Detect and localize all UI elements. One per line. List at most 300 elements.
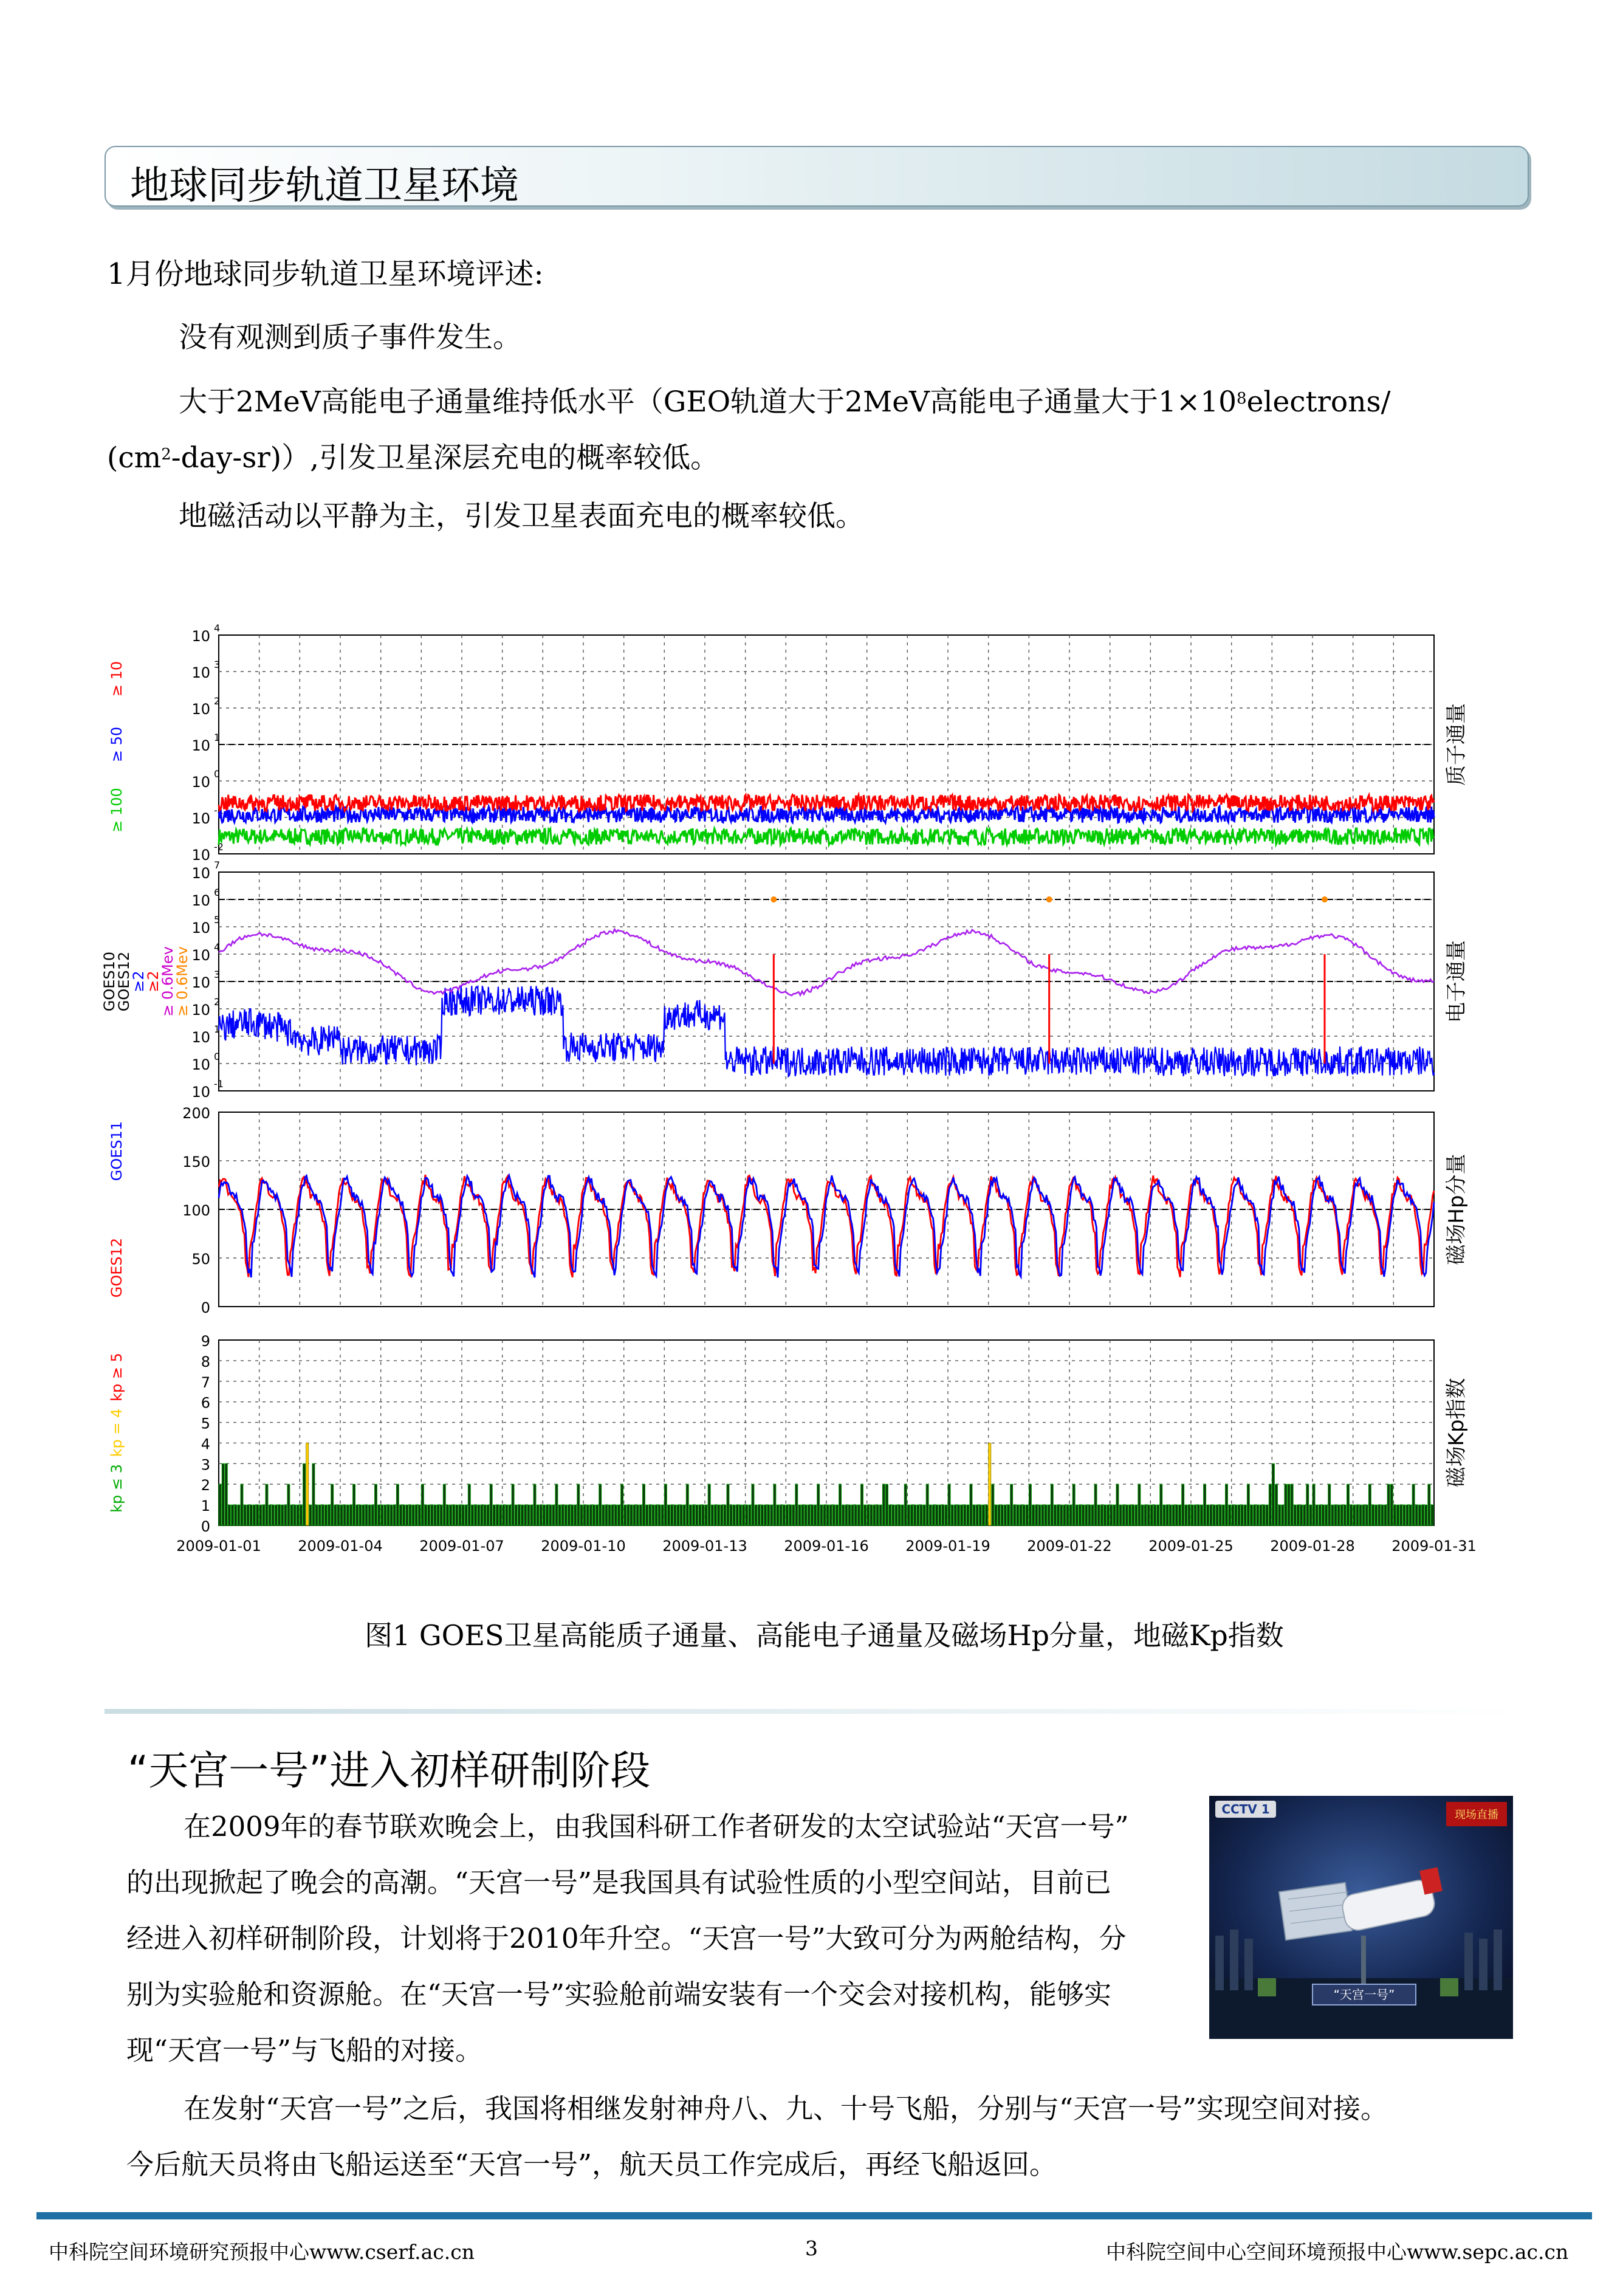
kp-bar	[1200, 1505, 1203, 1525]
panel-2-legend-label: ≥ 0.6Mev	[159, 946, 176, 1017]
kp-bar	[266, 1484, 268, 1525]
kp-bar	[954, 1505, 956, 1525]
kp-bar	[481, 1505, 483, 1525]
kp-bar	[1275, 1484, 1277, 1525]
kp-bar	[287, 1484, 290, 1525]
kp-bar	[992, 1484, 994, 1525]
kp-xtick-label: 2009-01-16	[784, 1538, 869, 1555]
kp-bar	[1337, 1505, 1340, 1525]
kp-bar	[842, 1505, 845, 1525]
kp-bar	[1122, 1505, 1125, 1525]
news-line-5: 现“天宫一号”与飞船的对接。	[126, 2034, 483, 2066]
kp-bar	[1210, 1505, 1212, 1525]
kp-bar	[889, 1505, 891, 1525]
kp-xtick-label: 2009-01-28	[1270, 1538, 1355, 1555]
kp-bar	[686, 1484, 688, 1525]
kp-bar	[1409, 1505, 1412, 1525]
kp-bar	[424, 1505, 427, 1525]
panel-1-right-label: 质子通量	[1444, 703, 1469, 786]
kp-bar	[939, 1505, 941, 1525]
kp-bar	[393, 1505, 396, 1525]
panel-4-ytick: 1	[201, 1497, 210, 1515]
section-divider	[105, 1709, 1526, 1714]
kp-bar	[515, 1505, 517, 1525]
kp-bar	[1257, 1505, 1259, 1525]
kp-bar	[1425, 1505, 1427, 1525]
kp-bar	[1157, 1505, 1159, 1525]
kp-bar	[484, 1505, 486, 1525]
kp-bar	[1350, 1505, 1353, 1525]
kp-bar	[860, 1484, 863, 1525]
panel-2-ytick: 10	[191, 947, 210, 964]
kp-bar	[879, 1505, 882, 1525]
panel-3-right-label: 磁场Hp分量	[1444, 1153, 1469, 1265]
kp-bar	[1125, 1505, 1128, 1525]
kp-bar	[1128, 1505, 1131, 1525]
kp-bar	[1362, 1505, 1365, 1525]
kp-bar	[1266, 1505, 1268, 1525]
kp-bar	[1103, 1505, 1106, 1525]
kp-xtick-label: 2009-01-31	[1391, 1538, 1477, 1555]
panel-2-right-label: 电子通量	[1444, 940, 1469, 1023]
kp-bar	[929, 1505, 932, 1525]
kp-bar	[475, 1505, 477, 1525]
kp-bar	[1178, 1505, 1181, 1525]
kp-bar	[605, 1505, 608, 1525]
kp-bar	[764, 1505, 766, 1525]
kp-xtick-label: 2009-01-04	[298, 1538, 383, 1555]
panel-1-legend-label: ≥ 100	[108, 788, 125, 833]
kp-bar	[1356, 1505, 1359, 1525]
panel-4-ytick: 8	[201, 1353, 210, 1370]
kp-bar	[667, 1505, 670, 1525]
kp-bar	[1160, 1484, 1162, 1525]
kp-bar	[786, 1505, 788, 1525]
kp-bar	[253, 1505, 255, 1525]
kp-bar	[1235, 1505, 1237, 1525]
news-line-4: 别为实验舱和资源舱。在“天宫一号”实验舱前端安装有一个交会对接机构，能够实	[126, 1978, 1112, 2010]
kp-bar	[1390, 1484, 1393, 1525]
panel-3-ytick: 50	[191, 1251, 210, 1268]
kp-bar	[530, 1505, 533, 1525]
kp-bar	[920, 1505, 922, 1525]
kp-bar	[1250, 1505, 1252, 1525]
panel-2-ytick: 10	[191, 892, 210, 909]
kp-bar	[1163, 1505, 1165, 1525]
kp-bar	[349, 1505, 352, 1525]
kp-bar	[867, 1505, 870, 1525]
kp-bar	[649, 1505, 651, 1525]
kp-bar	[564, 1505, 567, 1525]
kp-bar	[910, 1505, 913, 1525]
kp-bar	[1169, 1505, 1172, 1525]
kp-bar	[718, 1505, 720, 1525]
kp-bar	[1334, 1505, 1337, 1525]
kp-bar	[823, 1505, 826, 1525]
kp-bar	[767, 1505, 770, 1525]
kp-bar	[1029, 1484, 1031, 1525]
kp-bar	[1343, 1505, 1346, 1525]
kp-bar	[434, 1505, 436, 1525]
kp-bar	[1403, 1505, 1405, 1525]
kp-bar	[1406, 1505, 1409, 1525]
kp-bar	[1328, 1484, 1331, 1525]
kp-bar	[235, 1505, 237, 1525]
panel-2-ytick-exp: 5	[214, 914, 221, 926]
kp-bar	[1045, 1505, 1047, 1525]
panel-3-ytick: 200	[182, 1105, 210, 1122]
kp-bar	[808, 1505, 810, 1525]
kp-bar	[1204, 1484, 1206, 1525]
kp-bar	[596, 1505, 599, 1525]
kp-bar	[546, 1505, 548, 1525]
kp-bar	[506, 1505, 508, 1525]
kp-bar	[293, 1505, 296, 1525]
panel-2-ytick: 10	[191, 1084, 210, 1101]
kp-bar	[1263, 1505, 1265, 1525]
kp-bar	[1306, 1484, 1309, 1525]
panel-4-ytick: 6	[201, 1394, 210, 1412]
kp-bar	[496, 1505, 498, 1525]
kp-bar	[979, 1505, 981, 1525]
kp-bar	[714, 1505, 716, 1525]
kp-bar	[278, 1505, 280, 1525]
kp-bar	[247, 1505, 249, 1525]
kp-bar	[696, 1505, 698, 1525]
kp-bar	[1232, 1505, 1234, 1525]
panel-4-ytick: 7	[201, 1373, 210, 1391]
footer-bar	[36, 2212, 1592, 2219]
footer-right-link[interactable]: 中科院空间中心空间环境预报中心www.sepc.ac.cn	[1106, 2240, 1569, 2264]
electron-spike-marker	[770, 896, 777, 902]
kp-xtick-label: 2009-01-10	[541, 1538, 626, 1555]
kp-bar	[371, 1505, 374, 1525]
kp-bar	[468, 1484, 470, 1525]
panel-2-ytick-exp: 1	[214, 1023, 221, 1035]
kp-bar	[857, 1505, 860, 1525]
kp-bar	[1431, 1505, 1433, 1525]
review-heading: 1月份地球同步轨道卫星环境评述:	[107, 257, 544, 291]
kp-bar	[540, 1505, 542, 1525]
kp-bar	[499, 1505, 502, 1525]
kp-bar	[459, 1505, 461, 1525]
kp-bar	[571, 1505, 573, 1525]
kp-bar	[839, 1484, 842, 1525]
kp-xtick-label: 2009-01-19	[905, 1538, 990, 1555]
news-line-1	[126, 1799, 1129, 1855]
kp-bar	[895, 1505, 897, 1525]
kp-bar	[396, 1484, 399, 1525]
kp-xtick-label: 2009-01-13	[662, 1538, 747, 1555]
kp-bar	[986, 1505, 988, 1525]
kp-bar	[1191, 1505, 1193, 1525]
panel-1-legend-label: ≥ 10	[108, 661, 125, 697]
footer-left-link[interactable]: 中科院空间环境研究预报中心www.cserf.ac.cn	[49, 2240, 475, 2264]
kp-bar	[599, 1484, 602, 1525]
kp-bar	[312, 1463, 315, 1525]
p2-line1b: electrons/	[1246, 385, 1391, 419]
tiangong-photo	[1209, 1796, 1513, 2039]
kp-bar	[964, 1505, 966, 1525]
kp-bar	[343, 1505, 346, 1525]
kp-xtick-label: 2009-01-07	[419, 1538, 504, 1555]
kp-bar	[1182, 1484, 1184, 1525]
kp-bar	[873, 1505, 876, 1525]
kp-bar	[935, 1505, 938, 1525]
kp-bar	[1057, 1505, 1059, 1525]
kp-bar	[340, 1505, 343, 1525]
panel-4-ytick: 4	[201, 1435, 210, 1453]
kp-bar	[602, 1505, 605, 1525]
kp-bar	[259, 1505, 262, 1525]
review-p1-text: 没有观测到质子事件发生。	[179, 321, 521, 354]
kp-bar	[661, 1505, 664, 1525]
panel-4-ytick: 9	[201, 1333, 210, 1350]
kp-xtick-label: 2009-01-22	[1027, 1538, 1112, 1555]
news-title: “天宫一号”进入初样研制阶段	[128, 1747, 651, 1794]
kp-bar	[1107, 1505, 1110, 1525]
kp-bar	[586, 1505, 589, 1525]
kp-bar	[976, 1505, 978, 1525]
panel-2-legend-label: GOES12	[115, 951, 132, 1012]
kp-bar	[269, 1505, 271, 1525]
kp-bar	[300, 1505, 302, 1525]
kp-bar	[337, 1505, 340, 1525]
kp-bar	[801, 1505, 804, 1525]
kp-bar	[537, 1505, 539, 1525]
kp-bar	[281, 1505, 284, 1525]
kp-bar	[998, 1505, 1000, 1525]
kp-bar	[1166, 1505, 1168, 1525]
kp-bar	[1285, 1484, 1287, 1525]
kp-bar	[907, 1505, 910, 1525]
kp-bar	[1387, 1484, 1390, 1525]
kp-bar	[524, 1505, 527, 1525]
kp-bar	[705, 1505, 707, 1525]
kp-bar	[1072, 1484, 1075, 1525]
kp-bar	[792, 1505, 795, 1525]
kp-bar	[680, 1505, 682, 1525]
kp-bar	[1272, 1463, 1274, 1525]
panel-4-legend-label: kp ≤ 3	[108, 1464, 125, 1513]
kp-xtick-label: 2009-01-01	[176, 1538, 261, 1555]
kp-bar	[318, 1505, 321, 1525]
kp-bar	[836, 1505, 838, 1525]
kp-bar	[421, 1484, 424, 1525]
kp-bar	[664, 1484, 667, 1525]
kp-bar	[914, 1505, 916, 1525]
news-line-2: 的出现掀起了晚会的高潮。“天宫一号”是我国具有试验性质的小型空间站，目前已	[126, 1866, 1112, 1899]
panel-1-ytick-exp: 3	[214, 659, 221, 670]
kp-bar	[708, 1484, 710, 1525]
kp-bar	[232, 1505, 234, 1525]
kp-bar	[1076, 1505, 1078, 1525]
cctv-logo: CCTV 1	[1221, 1802, 1270, 1817]
kp-bar	[549, 1505, 552, 1525]
panel-4-ytick: 2	[201, 1477, 210, 1494]
kp-bar	[1110, 1505, 1113, 1525]
kp-bar	[490, 1484, 492, 1525]
page-number: 3	[805, 2236, 818, 2260]
panel-4-ytick: 3	[201, 1456, 210, 1474]
news-line-6-text: 在发射“天宫一号”之后，我国将相继发射神舟八、九、十号飞船，分别与“天宫一号”实现空间对接。	[184, 2092, 1388, 2125]
kp-bar	[390, 1505, 393, 1525]
kp-bar	[961, 1505, 963, 1525]
kp-bar	[614, 1505, 617, 1525]
kp-bar	[381, 1505, 383, 1525]
kp-bar	[611, 1505, 614, 1525]
kp-bar	[832, 1505, 835, 1525]
kp-bar	[1353, 1505, 1356, 1525]
kp-bar	[359, 1505, 362, 1525]
kp-bar	[412, 1505, 414, 1525]
kp-bar	[1325, 1505, 1328, 1525]
kp-bar	[1038, 1505, 1041, 1525]
news-line-1-text: 在2009年的春节联欢晚会上，由我国科研工作者研发的太空试验站“天宫一号”	[184, 1810, 1129, 1843]
kp-bar	[1207, 1505, 1209, 1525]
live-badge: 现场直播	[1455, 1809, 1498, 1821]
kp-bar	[845, 1505, 848, 1525]
kp-bar	[926, 1484, 928, 1525]
kp-bar	[864, 1505, 866, 1525]
kp-bar	[1418, 1505, 1421, 1525]
kp-bar	[639, 1505, 642, 1525]
kp-bar	[561, 1505, 564, 1525]
kp-bar	[1060, 1505, 1063, 1525]
kp-bar	[608, 1505, 611, 1525]
kp-bar	[749, 1505, 751, 1525]
kp-bar	[948, 1484, 950, 1525]
kp-bar	[1026, 1505, 1028, 1525]
kp-bar	[306, 1443, 309, 1525]
kp-bar	[882, 1484, 885, 1525]
kp-bar	[1063, 1505, 1066, 1525]
kp-bar	[284, 1505, 287, 1525]
kp-bar	[1400, 1505, 1402, 1525]
p2-line2b: -day-sr)）,引发卫星深层充电的概率较低。	[171, 441, 719, 475]
kp-bar	[580, 1505, 583, 1525]
kp-bar	[630, 1505, 633, 1525]
kp-bar	[995, 1505, 997, 1525]
kp-bar	[384, 1505, 386, 1525]
section-header	[105, 146, 1529, 207]
panel-2-ytick: 10	[191, 865, 210, 882]
kp-bar	[1254, 1505, 1256, 1525]
kp-bar	[1300, 1505, 1302, 1525]
kp-bar	[493, 1505, 495, 1525]
kp-bar	[1368, 1484, 1371, 1525]
kp-bar	[1381, 1505, 1384, 1525]
kp-bar	[465, 1505, 467, 1525]
panel-2-ytick: 10	[191, 1056, 210, 1073]
panel-4-right-label: 磁场Kp指数	[1444, 1378, 1469, 1488]
kp-bar	[1048, 1505, 1050, 1525]
kp-bar	[1097, 1505, 1100, 1525]
kp-bar	[677, 1505, 679, 1525]
kp-bar	[1032, 1505, 1034, 1525]
kp-bar	[795, 1484, 798, 1525]
kp-bar	[1116, 1484, 1119, 1525]
panel-3-ytick: 150	[182, 1153, 210, 1170]
kp-bar	[755, 1505, 757, 1525]
kp-bar	[1219, 1505, 1221, 1525]
panel-1-ytick-exp: 2	[214, 695, 221, 707]
panel-1-ytick: 10	[191, 847, 210, 864]
kp-bar	[527, 1505, 530, 1525]
kp-bar	[848, 1505, 851, 1525]
kp-bar	[415, 1505, 417, 1525]
kp-bar	[222, 1463, 224, 1525]
kp-bar	[885, 1484, 888, 1525]
panel-2-ytick-exp: 0	[214, 1051, 221, 1062]
kp-bar	[518, 1505, 520, 1525]
kp-bar	[1175, 1505, 1178, 1525]
kp-bar	[1079, 1505, 1081, 1525]
news-line-6	[126, 2081, 1388, 2137]
kp-bar	[346, 1505, 349, 1525]
kp-bar	[1260, 1505, 1262, 1525]
kp-bar	[509, 1505, 511, 1525]
kp-bar	[739, 1505, 741, 1525]
kp-bar	[1066, 1505, 1069, 1525]
panel-1-ytick: 10	[191, 774, 210, 791]
kp-bar	[746, 1505, 748, 1525]
panel-1-ytick-exp: 1	[214, 732, 221, 743]
kp-bar	[817, 1484, 820, 1525]
kp-bar	[1291, 1484, 1293, 1525]
kp-bar	[241, 1484, 243, 1525]
kp-bar	[1011, 1484, 1013, 1525]
kp-bar	[1412, 1484, 1415, 1525]
kp-bar	[721, 1505, 723, 1525]
kp-bar	[829, 1505, 832, 1525]
kp-bar	[1091, 1505, 1094, 1525]
kp-bar	[761, 1505, 763, 1525]
kp-bar	[621, 1484, 623, 1525]
kp-bar	[1150, 1505, 1153, 1525]
kp-bar	[228, 1505, 230, 1525]
kp-bar	[1396, 1505, 1399, 1525]
kp-bar	[624, 1505, 626, 1525]
kp-bar	[702, 1505, 704, 1525]
kp-bar	[711, 1505, 713, 1525]
kp-bar	[440, 1505, 442, 1525]
kp-bar	[1378, 1505, 1381, 1525]
panel-4-ytick: 5	[201, 1415, 210, 1432]
kp-bar	[1241, 1505, 1243, 1525]
section-title: 地球同步轨道卫星环境	[130, 163, 519, 208]
kp-bar	[820, 1505, 823, 1525]
goes-figure	[97, 614, 1495, 1562]
kp-bar	[951, 1505, 953, 1525]
kp-bar	[733, 1505, 735, 1525]
kp-bar	[1041, 1505, 1044, 1525]
kp-bar	[945, 1505, 947, 1525]
kp-bar	[826, 1505, 829, 1525]
kp-bar	[272, 1505, 274, 1525]
kp-bar	[876, 1505, 879, 1525]
kp-bar	[321, 1505, 324, 1525]
kp-bar	[331, 1484, 334, 1525]
panel-4-legend-label: kp ≥ 5	[108, 1353, 125, 1401]
kp-bar	[957, 1505, 959, 1525]
kp-bar	[462, 1505, 464, 1525]
panel-2-ytick: 10	[191, 1029, 210, 1046]
review-paragraph-3	[107, 489, 1486, 545]
kp-bar	[244, 1505, 246, 1525]
kp-bar	[1384, 1505, 1387, 1525]
kp-bar	[1141, 1505, 1144, 1525]
